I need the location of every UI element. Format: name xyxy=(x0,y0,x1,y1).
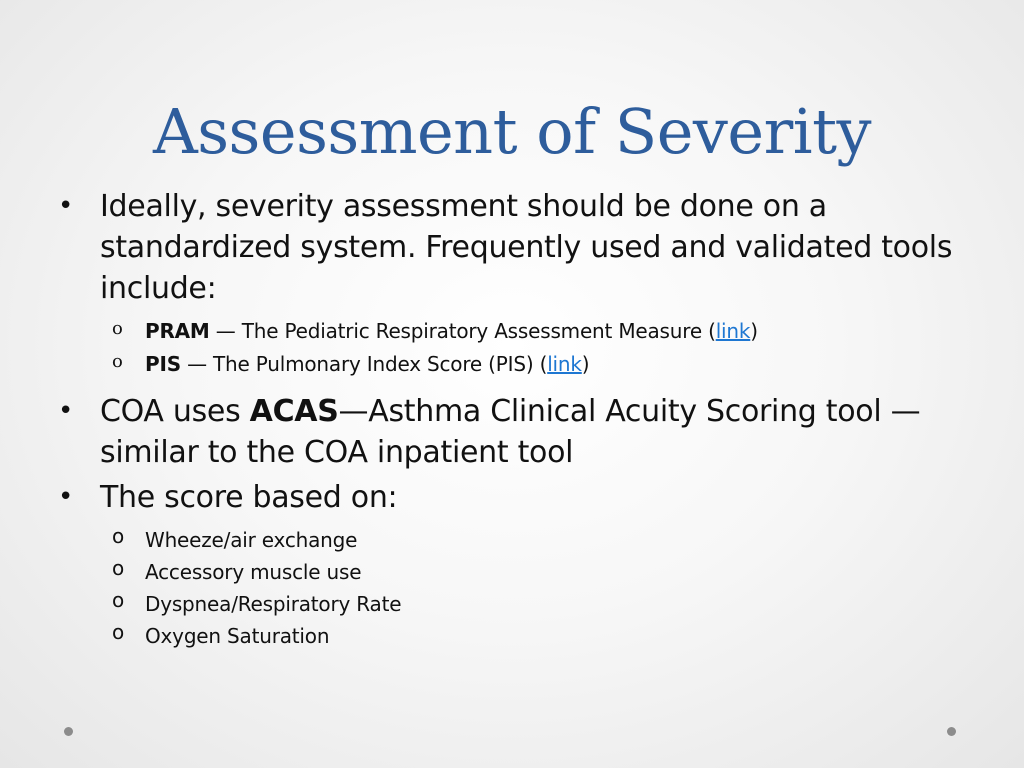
criteria-text: Dyspnea/Respiratory Rate xyxy=(145,592,402,616)
tool-name: PIS xyxy=(145,352,181,376)
sub-bullet-icon: o xyxy=(112,351,123,372)
score-criteria-list xyxy=(56,524,986,652)
criteria-item xyxy=(56,620,986,652)
bullet-text: Ideally, severity assessment should be done on a standardized system. Frequently used and validated tools include: xyxy=(100,189,953,306)
sub-bullet-icon: o xyxy=(112,588,125,612)
bullet-suffix: —Asthma Clinical Acuity Scoring tool —similar to the COA inpatient tool xyxy=(100,394,921,470)
sub-bullet-icon: o xyxy=(112,620,125,644)
closing-paren: ) xyxy=(581,352,590,376)
pram-link[interactable]: link xyxy=(715,319,751,343)
criteria-item xyxy=(56,524,986,556)
bullet-icon: • xyxy=(58,396,74,426)
pis-link[interactable]: link xyxy=(547,352,582,376)
criteria-item xyxy=(56,556,986,588)
sub-item-pis xyxy=(56,348,986,381)
sub-bullet-icon: o xyxy=(112,556,125,580)
bullet-prefix: COA uses xyxy=(100,394,250,429)
tool-description: — The Pulmonary Index Score (PIS) ( xyxy=(180,352,548,376)
bullet-text: The score based on: xyxy=(100,480,398,515)
corner-dot-left xyxy=(64,727,73,736)
bullet-icon: • xyxy=(58,191,74,221)
criteria-text: Oxygen Saturation xyxy=(145,624,330,648)
sub-bullet-icon: o xyxy=(112,524,125,548)
tool-description: — The Pediatric Respiratory Assessment Measure ( xyxy=(209,319,716,343)
acas-term: ACAS xyxy=(249,394,339,429)
corner-dot-right xyxy=(947,727,956,736)
bullet-score-basis xyxy=(56,477,986,518)
bullet-icon: • xyxy=(58,482,74,512)
closing-paren: ) xyxy=(750,319,758,343)
criteria-text: Wheeze/air exchange xyxy=(145,528,358,552)
bullet-standardized-system xyxy=(56,186,986,309)
bullet-coa-acas xyxy=(56,391,986,473)
tool-name: PRAM xyxy=(145,319,210,343)
sub-bullet-icon: o xyxy=(112,318,123,339)
sub-item-pram xyxy=(56,315,986,348)
criteria-text: Accessory muscle use xyxy=(145,560,362,584)
criteria-item xyxy=(56,588,986,620)
slide-content xyxy=(56,186,986,652)
slide-title: Assessment of Severity xyxy=(152,95,872,168)
tools-list xyxy=(56,315,986,381)
